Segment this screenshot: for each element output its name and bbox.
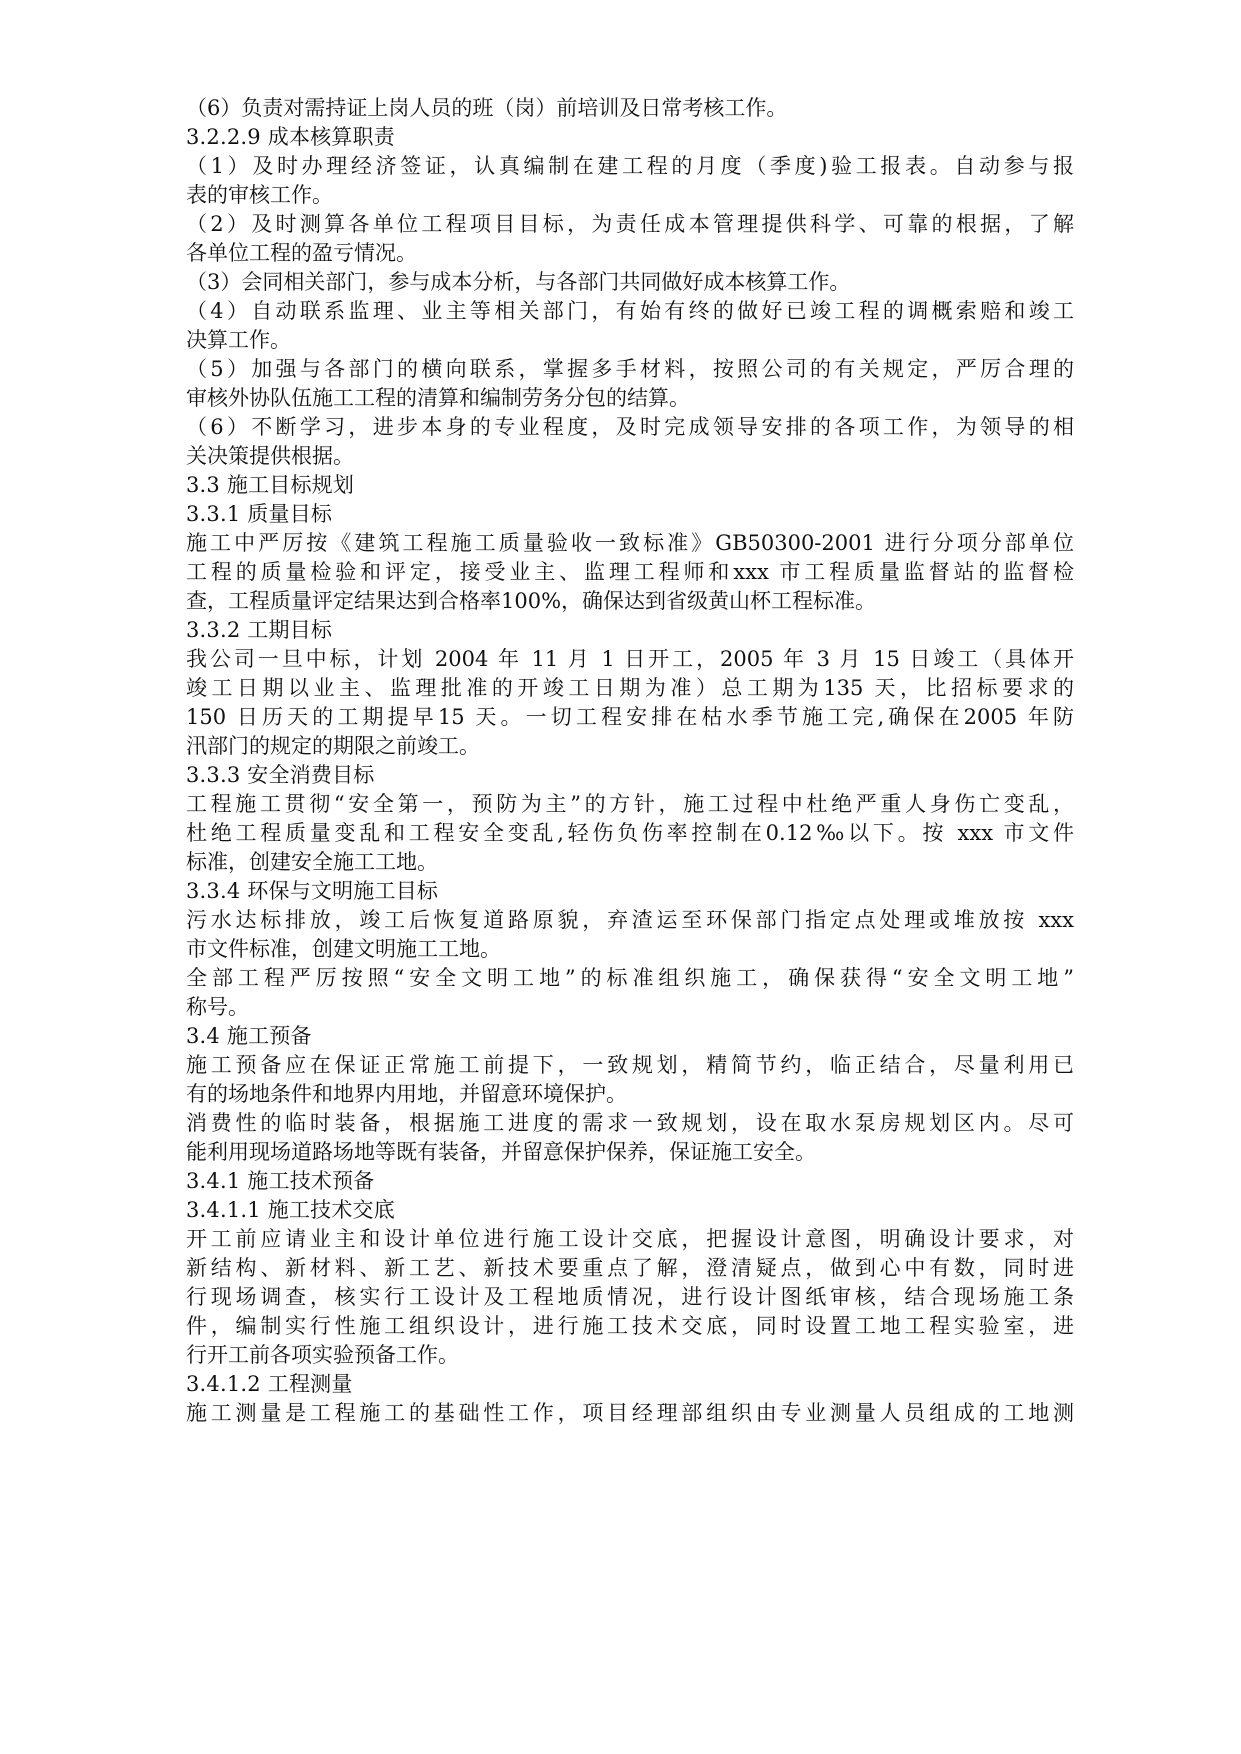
line-preparation-2: 有的场地条件和地界内用地，并留意环境保护。 [186,1082,627,1106]
line-preparation-1: 施工预备应在保证正常施工前提下，一致规划，精简节约，临正结合，尽量利用已 [186,1053,1074,1077]
line-quality-3: 查，工程质量评定结果达到合格率100%，确保达到省级黄山杯工程标准。 [186,589,877,613]
line-tech-briefing-3: 行现场调查，核实行工设计及工程地质情况，进行设计图纸审核，结合现场施工条 [186,1285,1074,1309]
line-schedule-1: 我公司一旦中标，计划 2004 年 11 月 1 日开工，2005 年 3 月 15 日竣工（具体开 [186,647,1074,671]
section-heading-3-3-4: 3.3.4 环保与文明施工目标 [186,879,439,903]
line-survey-1: 施工测量是工程施工的基础性工作，项目经理部组织由专业测量人员组成的工地测 [186,1401,1074,1425]
line-cost-item-4: （4）自动联系监理、业主等相关部门，有始有终的做好已竣工程的调概索赔和竣工 [186,299,1074,323]
line-preparation-4: 能利用现场道路场地等既有装备，并留意保护保养，保证施工安全。 [186,1140,816,1164]
line-cost-item-1-cont: 表的审核工作。 [186,183,333,207]
line-schedule-3: 150 日历天的工期提早15 天。一切工程安排在枯水季节施工完,确保在2005 年防 [186,705,1074,729]
line-tech-briefing-5: 行开工前各项实验预备工作。 [186,1343,459,1367]
line-environment-2: 市文件标准，创建文明施工工地。 [186,937,501,961]
document-body [186,94,1074,1428]
line-schedule-2: 竣工日期以业主、监理批准的开竣工日期为准）总工期为135 天，比招标要求的 [186,676,1074,700]
section-heading-3-4: 3.4 施工预备 [186,1024,312,1048]
line-preparation-3: 消费性的临时装备，根据施工进度的需求一致规划，设在取水泵房规划区内。尽可 [186,1111,1074,1135]
line-tech-briefing-4: 件，编制实行性施工组织设计，进行施工技术交底，同时设置工地工程实验室，进 [186,1314,1074,1338]
section-heading-3-4-1: 3.4.1 施工技术预备 [186,1169,375,1193]
line-environment-1: 污水达标排放，竣工后恢复道路原貌，弃渣运至环保部门指定点处理或堆放按 xxx [186,908,1074,932]
section-heading-3-3: 3.3 施工目标规划 [186,473,355,497]
line-cost-item-1: （1）及时办理经济签证，认真编制在建工程的月度（季度)验工报表。自动参与报 [186,154,1074,178]
line-cost-item-4-cont: 决算工作。 [186,328,291,352]
line-safety-1: 工程施工贯彻“安全第一，预防为主”的方针，施工过程中杜绝严重人身伤亡变乱， [186,792,1074,816]
line-safety-2: 杜绝工程质量变乱和工程安全变乱,轻伤负伤率控制在0.12‰以下。按 xxx 市文件 [186,821,1074,845]
line-cost-item-3: （3）会同相关部门，参与成本分析，与各部门共同做好成本核算工作。 [186,270,851,294]
line-cost-item-5: （5）加强与各部门的横向联系，掌握多手材料，按照公司的有关规定，严厉合理的 [186,357,1074,381]
section-heading-3-4-1-1: 3.4.1.1 施工技术交底 [186,1198,395,1222]
line-tech-briefing-1: 开工前应请业主和设计单位进行施工设计交底，把握设计意图，明确设计要求，对 [186,1227,1074,1251]
line-duty-item-6: （6）负责对需持证上岗人员的班（岗）前培训及日常考核工作。 [186,96,788,120]
line-cost-item-2-cont: 各单位工程的盈亏情况。 [186,241,417,265]
line-schedule-4: 汛部门的规定的期限之前竣工。 [186,734,480,758]
line-quality-2: 工程的质量检验和评定，接受业主、监理工程师和xxx 市工程质量监督站的监督检 [186,560,1074,584]
line-cost-item-6-cont: 关决策提供根据。 [186,444,354,468]
line-tech-briefing-2: 新结构、新材料、新工艺、新技术要重点了解，澄清疑点，做到心中有数，同时进 [186,1256,1074,1280]
section-heading-3-3-2: 3.3.2 工期目标 [186,618,333,642]
section-heading-3-3-1: 3.3.1 质量目标 [186,502,333,526]
section-heading-3-3-3: 3.3.3 安全消费目标 [186,763,375,787]
line-environment-4: 称号。 [186,995,249,1019]
line-quality-1: 施工中严厉按《建筑工程施工质量验收一致标准》GB50300-2001 进行分项分部单位 [186,531,1074,555]
line-cost-item-6: （6）不断学习，进步本身的专业程度，及时完成领导安排的各项工作，为领导的相 [186,415,1074,439]
line-safety-3: 标准，创建安全施工工地。 [186,850,438,874]
line-cost-item-2: （2）及时测算各单位工程项目目标，为责任成本管理提供科学、可靠的根据，了解 [186,212,1074,236]
line-cost-item-5-cont: 审核外协队伍施工工程的清算和编制劳务分包的结算。 [186,386,690,410]
line-environment-3: 全部工程严厉按照“安全文明工地”的标准组织施工，确保获得“安全文明工地” [186,966,1074,990]
section-heading-3-4-1-2: 3.4.1.2 工程测量 [186,1372,353,1396]
section-heading-3-2-2-9: 3.2.2.9 成本核算职责 [186,125,395,149]
